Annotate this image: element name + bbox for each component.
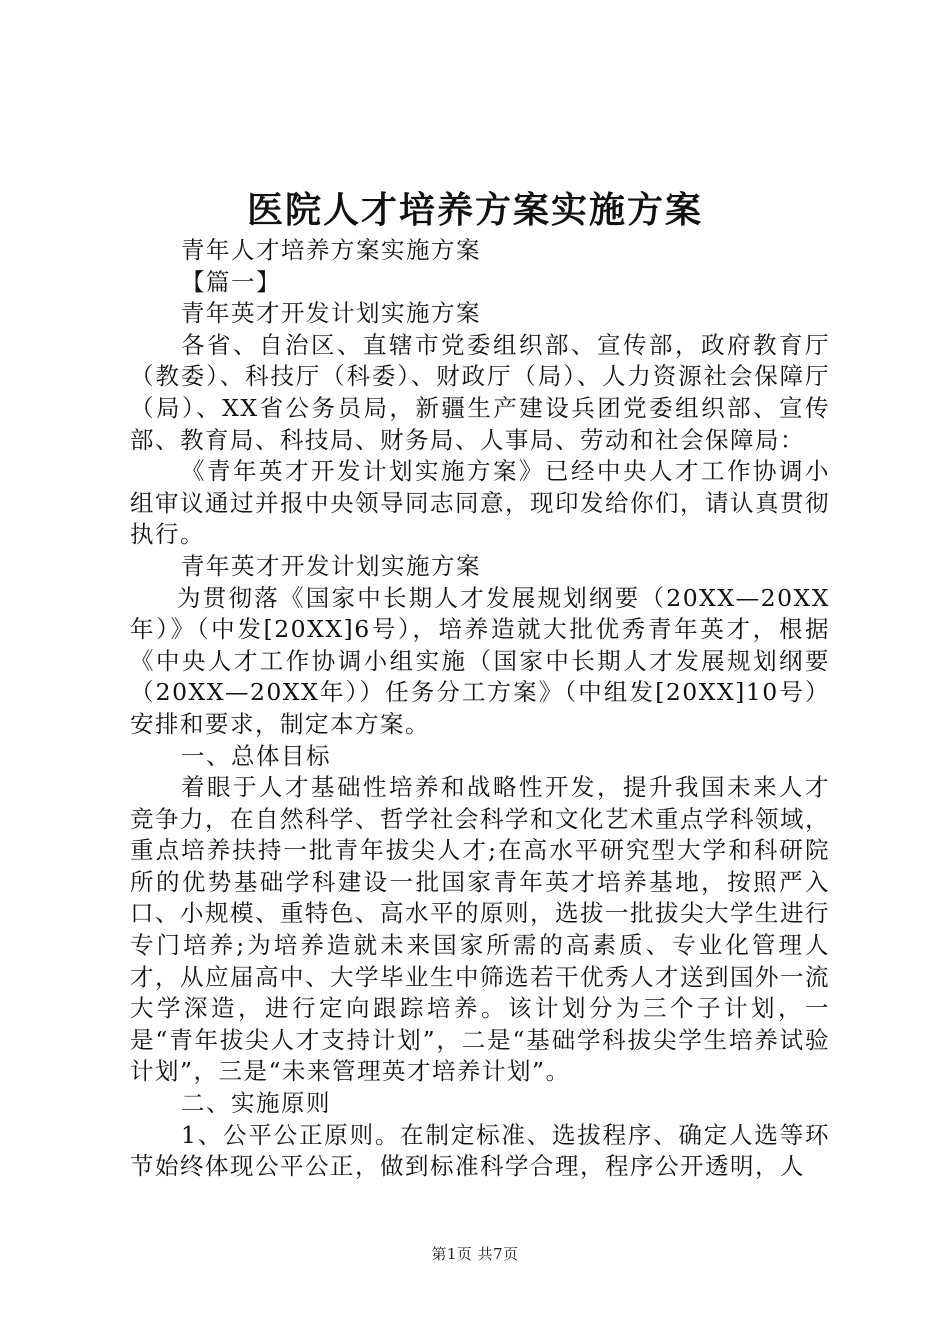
- paragraph-plan-title: 青年英才开发计划实施方案: [181, 299, 481, 328]
- paragraph-principle-fairness: 1、公平公正原则。在制定标准、选拔程序、确定人选等环节始终体现公平公正，做到标准科学合理，程序公开透明，人: [130, 1120, 830, 1181]
- heading-principles: 二、实施原则: [181, 1089, 331, 1118]
- heading-overall-goal: 一、总体目标: [181, 741, 331, 770]
- paragraph-overall-goal: 着眼于人才基础性培养和战略性开发，提升我国未来人才竞争力，在自然科学、哲学社会科学和文化艺术重点学科领域，重点培养扶持一批青年拔尖人才;在高水平研究型大学和科研院所的优势基础学科建设一批国家青年英才培养基地，按照严入口、小规模、重特色、高水平的原则，选拔一批拔尖大学生进行专门培养;为培养造就未来国家所需的高素质、专业化管理人才，从应届高中、大学毕业生中筛选若干优秀人才送到国外一流大学深造，进行定向跟踪培养。该计划分为三个子计划，一是“青年拔尖人才支持计划”，二是“基础学科拔尖学生培养试验计划”，三是“未来管理英才培养计划”。: [130, 773, 830, 1086]
- page-number-footer: 第1页 共7页: [431, 1245, 519, 1263]
- paragraph-addressees: 各省、自治区、直辖市党委组织部、宣传部，政府教育厅（教委）、科技厅（科委）、财政厅（局）、人力资源社会保障厅（局）、XX省公务员局，新疆生产建设兵团党委组织部、宣传部、教育局、科技局、财务局、人事局、劳动和社会保障局：: [130, 330, 830, 454]
- paragraph-section-label: 【篇一】: [181, 267, 281, 296]
- paragraph-preamble: 为贯彻落《国家中长期人才发展规划纲要（20XX—20XX年）》（中发[20XX]6号），培养造就大批优秀青年英才，根据《中央人才工作协调小组实施（国家中长期人才发展规划纲要（20XX—20XX年））任务分工方案》（中组发[20XX]10号）安排和要求，制定本方案。: [130, 583, 830, 738]
- paragraph-plan-title-repeat: 青年英才开发计划实施方案: [181, 551, 481, 580]
- document-body: [130, 235, 830, 1183]
- paragraph-subtitle: 青年人才培养方案实施方案: [181, 236, 481, 264]
- paragraph-notice: 《青年英才开发计划实施方案》已经中央人才工作协调小组审议通过并报中央领导同志同意，现印发给你们，请认真贯彻执行。: [130, 457, 830, 549]
- document-title: 医院人才培养方案实施方案: [246, 189, 703, 231]
